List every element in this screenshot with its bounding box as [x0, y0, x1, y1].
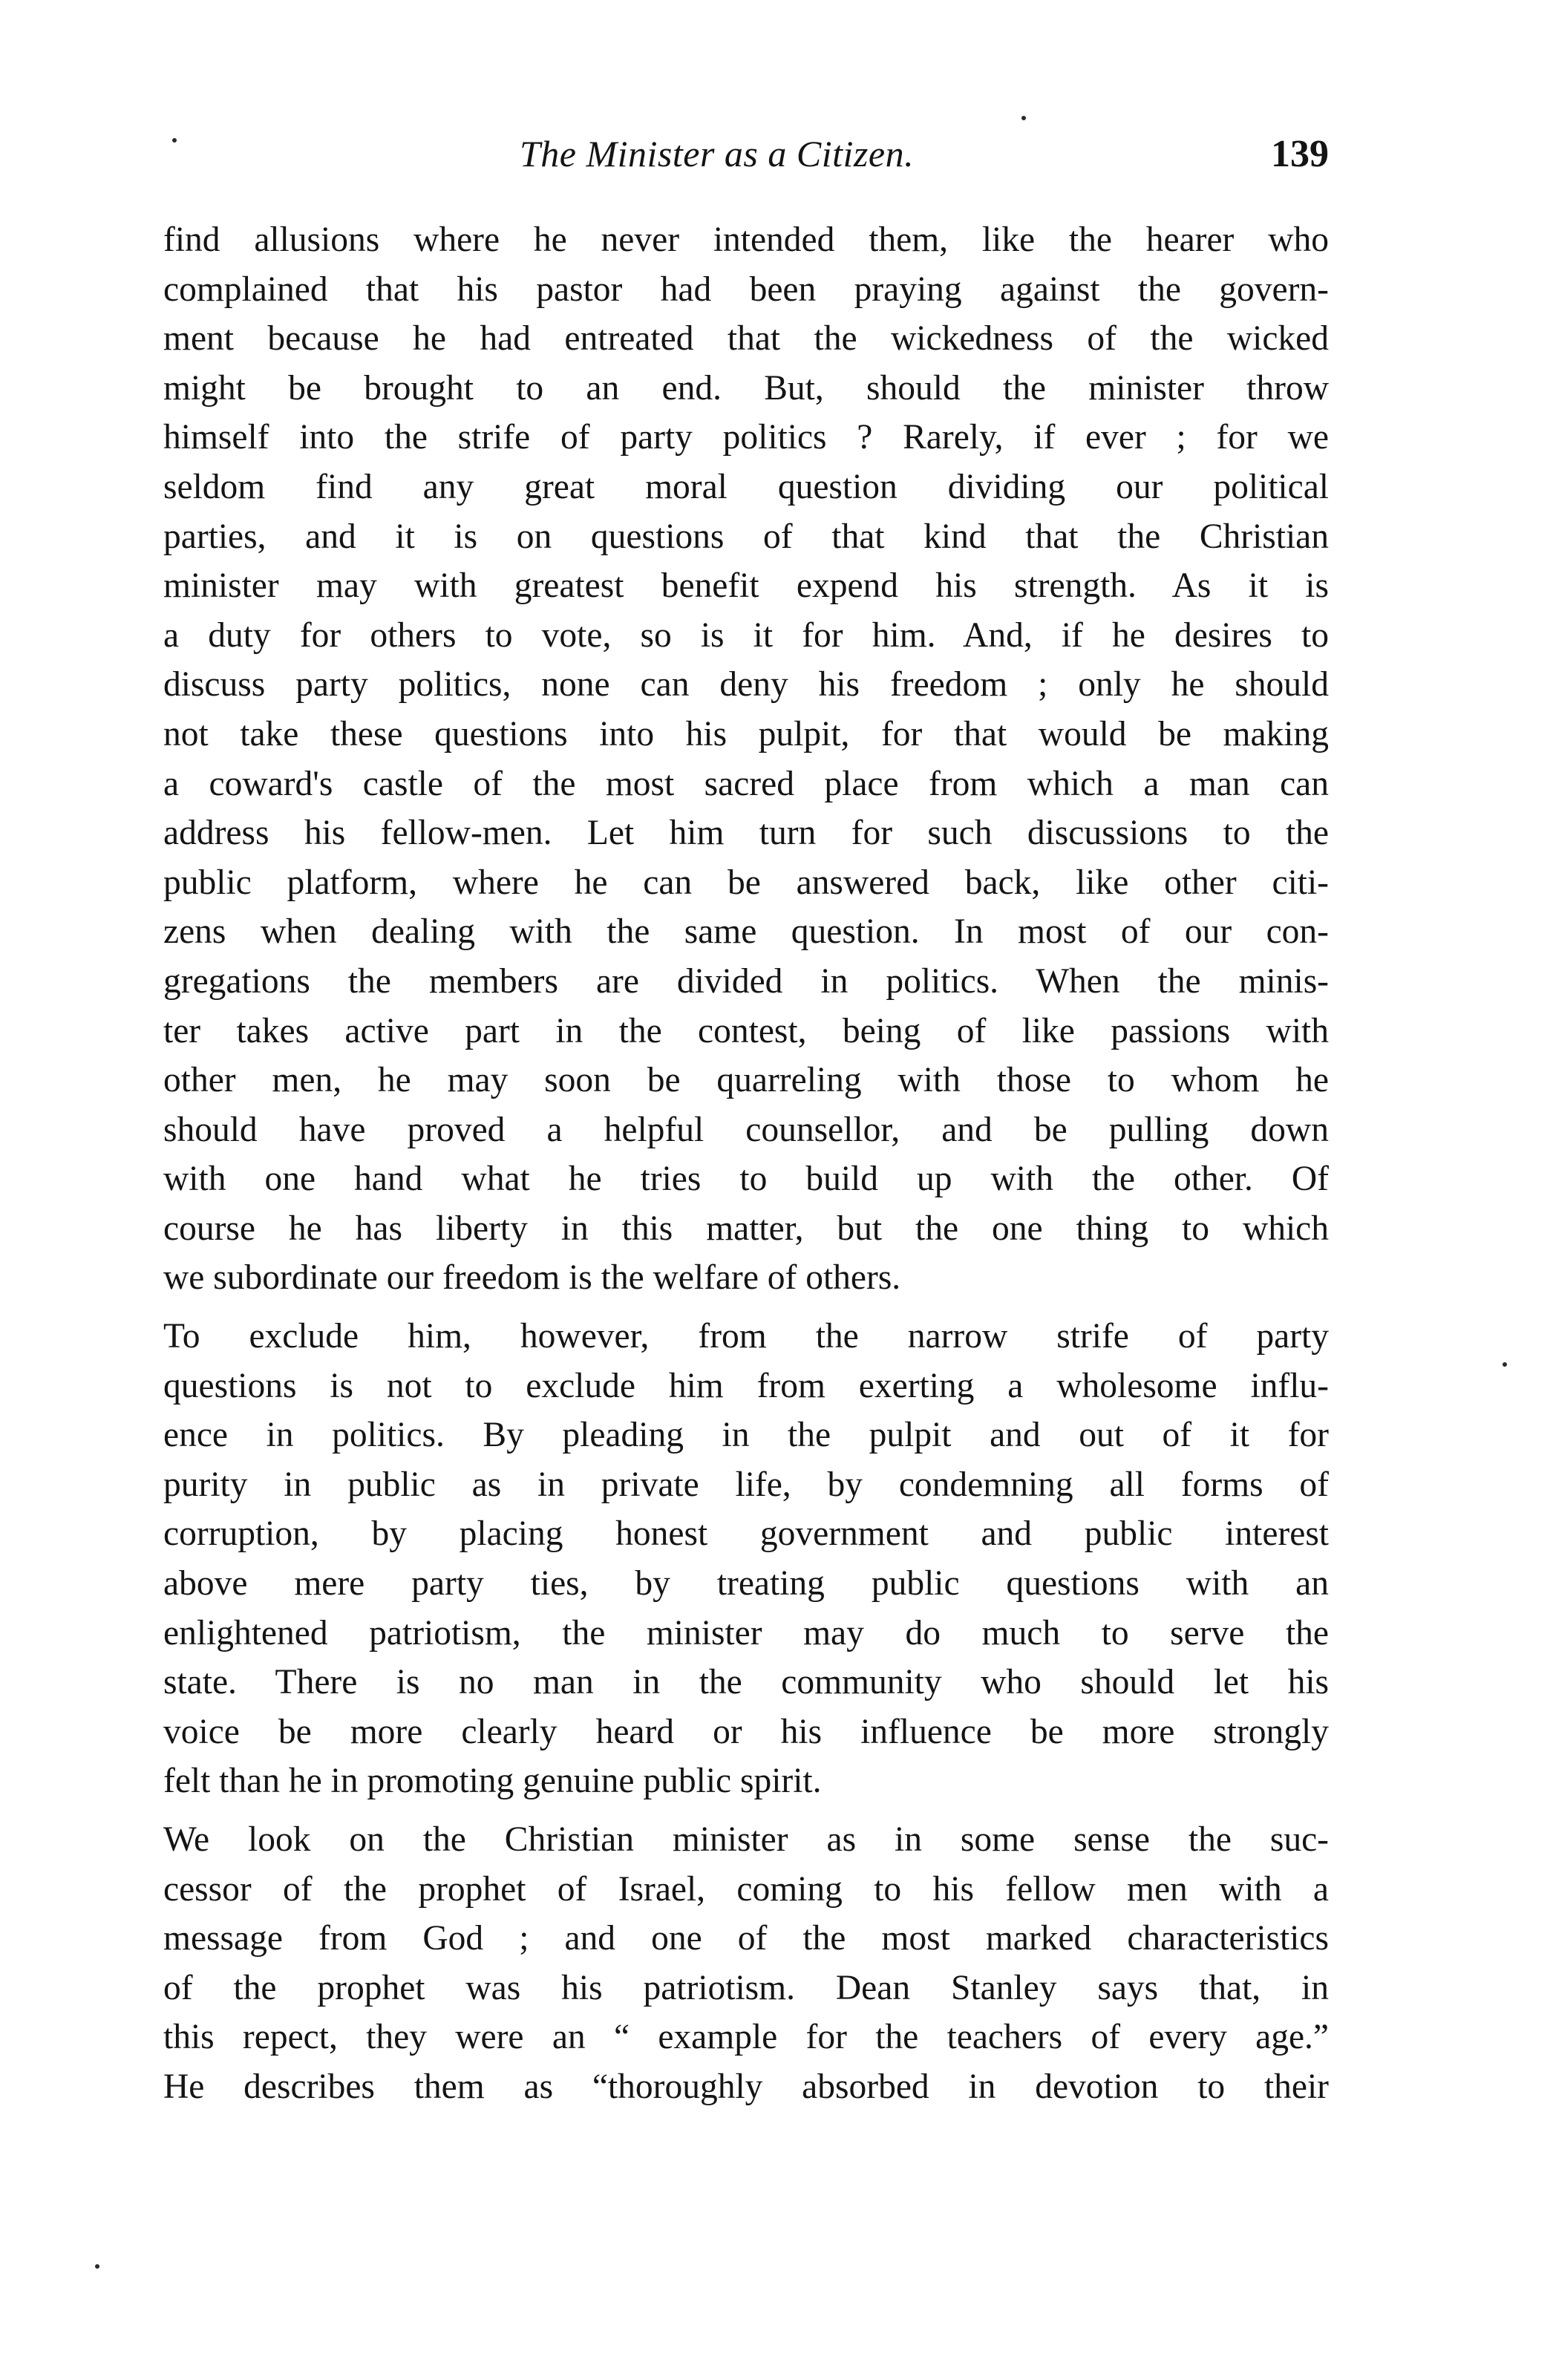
text-line: complained that his pastor had been praying against the govern-: [163, 269, 1329, 309]
text-line: this repect, they were an “ example for the teachers of every age.”: [163, 2018, 1329, 2057]
text-line: address his fellow-men. Let him turn for such discussions to the: [163, 814, 1329, 853]
text-line: discuss party politics, none can deny his freedom ; only he should: [163, 665, 1329, 704]
text-line: gregations the members are divided in politics. When the minis-: [163, 961, 1329, 1001]
text-line: a coward's castle of the most sacred place from which a man can: [163, 764, 1329, 803]
text-line: above mere party ties, by treating public questions with an: [163, 1564, 1329, 1603]
scan-speck: [1021, 116, 1026, 120]
text-line: ence in politics. By pleading in the pulpit and out of it for: [163, 1416, 1329, 1455]
running-head: [163, 132, 1329, 192]
text-line: course he has liberty in this matter, but the one thing to which: [163, 1209, 1329, 1248]
text-line: of the prophet was his patriotism. Dean Stanley says that, in: [163, 1968, 1329, 2007]
text-line: a duty for others to vote, so is it for him. And, if he desires to: [163, 615, 1329, 655]
text-line: To exclude him, however, from the narrow strife of party: [163, 1317, 1329, 1356]
text-line: himself into the strife of party politics ? Rarely, if ever ; for we: [163, 418, 1329, 457]
text-line: not take these questions into his pulpit, for that would be making: [163, 714, 1329, 753]
text-line: questions is not to exclude him from exerting a wholesome influ-: [163, 1366, 1329, 1405]
body-text: [163, 215, 1329, 2121]
text-line: might be brought to an end. But, should the minister throw: [163, 368, 1329, 408]
text-line: with one hand what he tries to build up with the other. Of: [163, 1160, 1329, 1199]
text-line: public platform, where he can be answered back, like other citi-: [163, 863, 1329, 902]
text-line: purity in public as in private life, by condemning all forms of: [163, 1465, 1329, 1504]
text-line: We look on the Christian minister as in some sense the suc-: [163, 1820, 1329, 1859]
text-line: other men, he may soon be quarreling with those to whom he: [163, 1061, 1329, 1100]
paragraph-1: [163, 215, 1329, 1303]
text-line: seldom find any great moral question dividing our political: [163, 467, 1329, 506]
text-line: state. There is no man in the community who should let his: [163, 1663, 1329, 1702]
text-line: voice be more clearly heard or his influence be more strongly: [163, 1712, 1329, 1751]
text-line: felt than he in promoting genuine public spirit.: [163, 1762, 822, 1801]
paragraph-3: [163, 1815, 1329, 2112]
text-line: enlightened patriotism, the minister may do much to serve the: [163, 1613, 1329, 1652]
scan-speck: [172, 138, 177, 143]
text-line: He describes them as “thoroughly absorbed in devotion to their: [163, 2067, 1329, 2106]
text-line: minister may with greatest benefit expend his strength. As it is: [163, 566, 1329, 606]
text-line: corruption, by placing honest government and public interest: [163, 1514, 1329, 1554]
paragraph-2: [163, 1312, 1329, 1806]
text-line: ter takes active part in the contest, being of like passions with: [163, 1011, 1329, 1050]
text-line: zens when dealing with the same question. In most of our con-: [163, 912, 1329, 952]
text-line: cessor of the prophet of Israel, coming to his fellow men with a: [163, 1869, 1329, 1909]
running-title: The Minister as a Citizen.: [520, 133, 915, 174]
text-line: message from God ; and one of the most marked characteristics: [163, 1919, 1329, 1958]
scan-speck: [95, 2264, 99, 2269]
text-line: find allusions where he never intended them, like the hearer who: [163, 220, 1329, 259]
text-line: ment because he had entreated that the wickedness of the wicked: [163, 319, 1329, 359]
text-line: should have proved a helpful counsellor, and be pulling down: [163, 1110, 1329, 1149]
page-number: 139: [1271, 133, 1329, 175]
text-line: parties, and it is on questions of that kind that the Christian: [163, 517, 1329, 556]
scan-speck: [1503, 1362, 1507, 1367]
text-line: we subordinate our freedom is the welfare of others.: [163, 1258, 901, 1298]
